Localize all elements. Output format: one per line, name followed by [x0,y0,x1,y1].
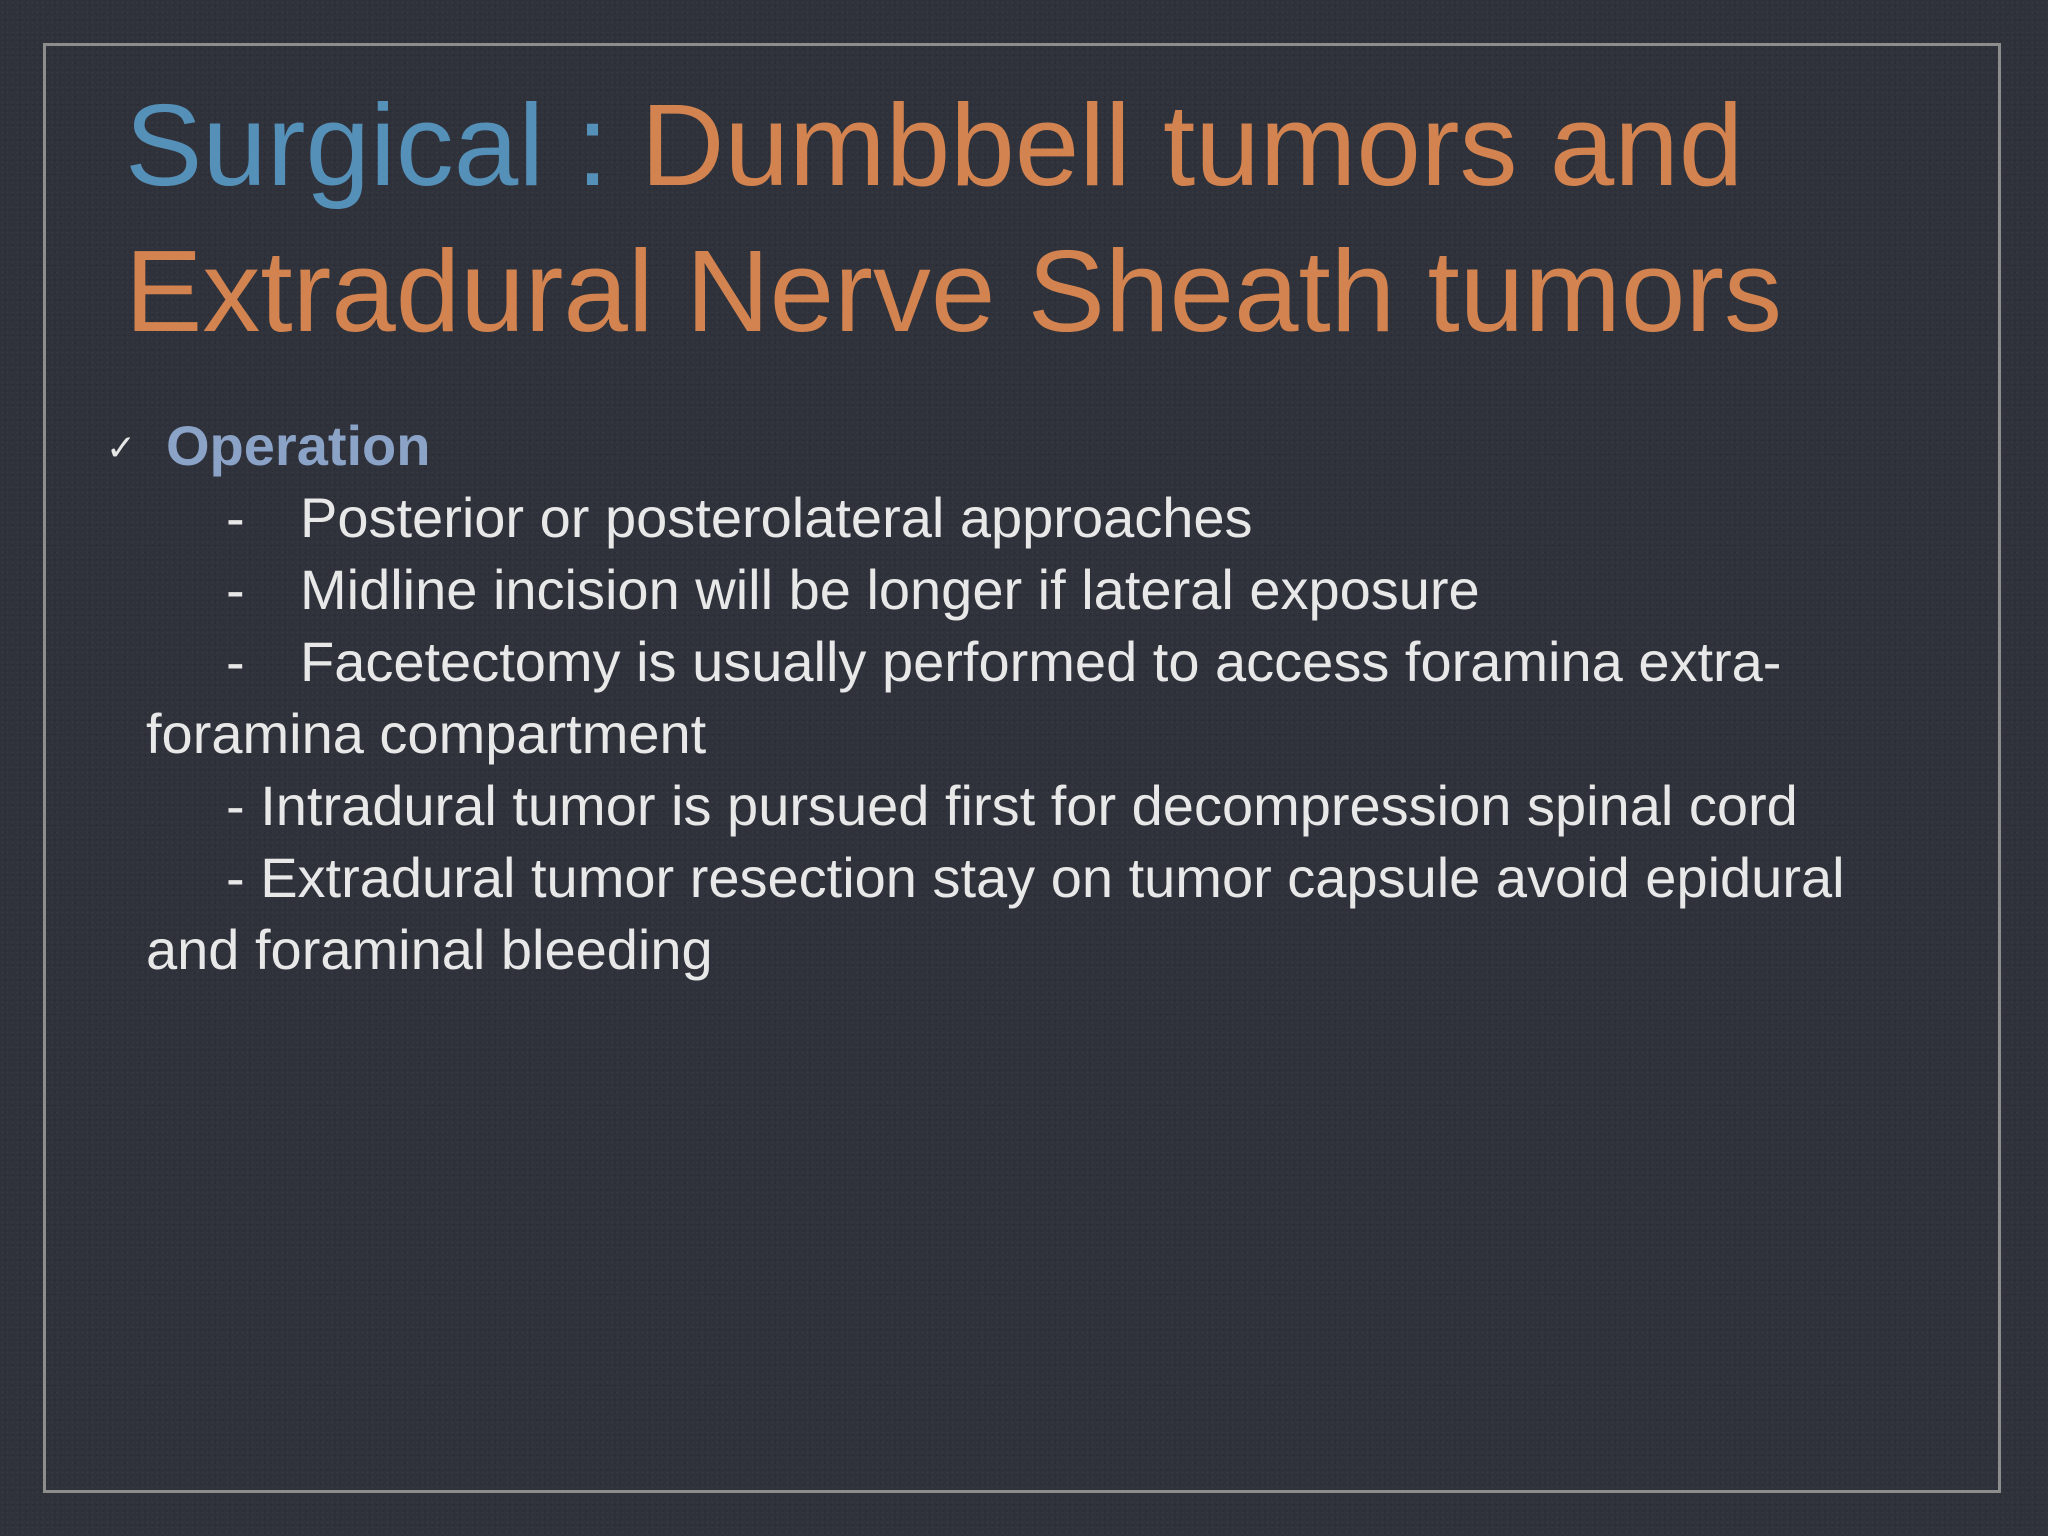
title-accent: Surgical : [125,80,609,210]
dash-marker: - [226,486,245,549]
slide-title [125,72,1905,364]
bullet-line-facetectomy-continued: foramina compartment [146,702,707,765]
bullet-line-midline-incision [146,554,1986,626]
bullet-line-intradural-tumor: - Intradural tumor is pursued first for decompression spinal cord [226,774,1798,837]
title-main: Dumbbell tumors and Extradural Nerve Sheath tumors [125,80,1782,356]
bullet-line-posterior-approaches [146,482,1986,554]
dash-marker: - [226,558,245,621]
operation-details [146,482,1986,986]
bullet-line-extradural-continued: and foraminal bleeding [146,918,713,981]
bullet-line-facetectomy [146,626,1986,698]
bullet-text: Posterior or posterolateral approaches [300,486,1253,549]
bullet-text: Facetectomy is usually performed to access foramina extra- [300,630,1782,693]
checkmark-icon: ✓ [106,428,137,469]
dash-marker: - [226,630,245,693]
bullet-text: Midline incision will be longer if lateral exposure [300,558,1480,621]
bullet-line-extradural-resection: - Extradural tumor resection stay on tumor capsule avoid epidural [226,846,1845,909]
section-heading-operation: Operation [166,414,431,477]
